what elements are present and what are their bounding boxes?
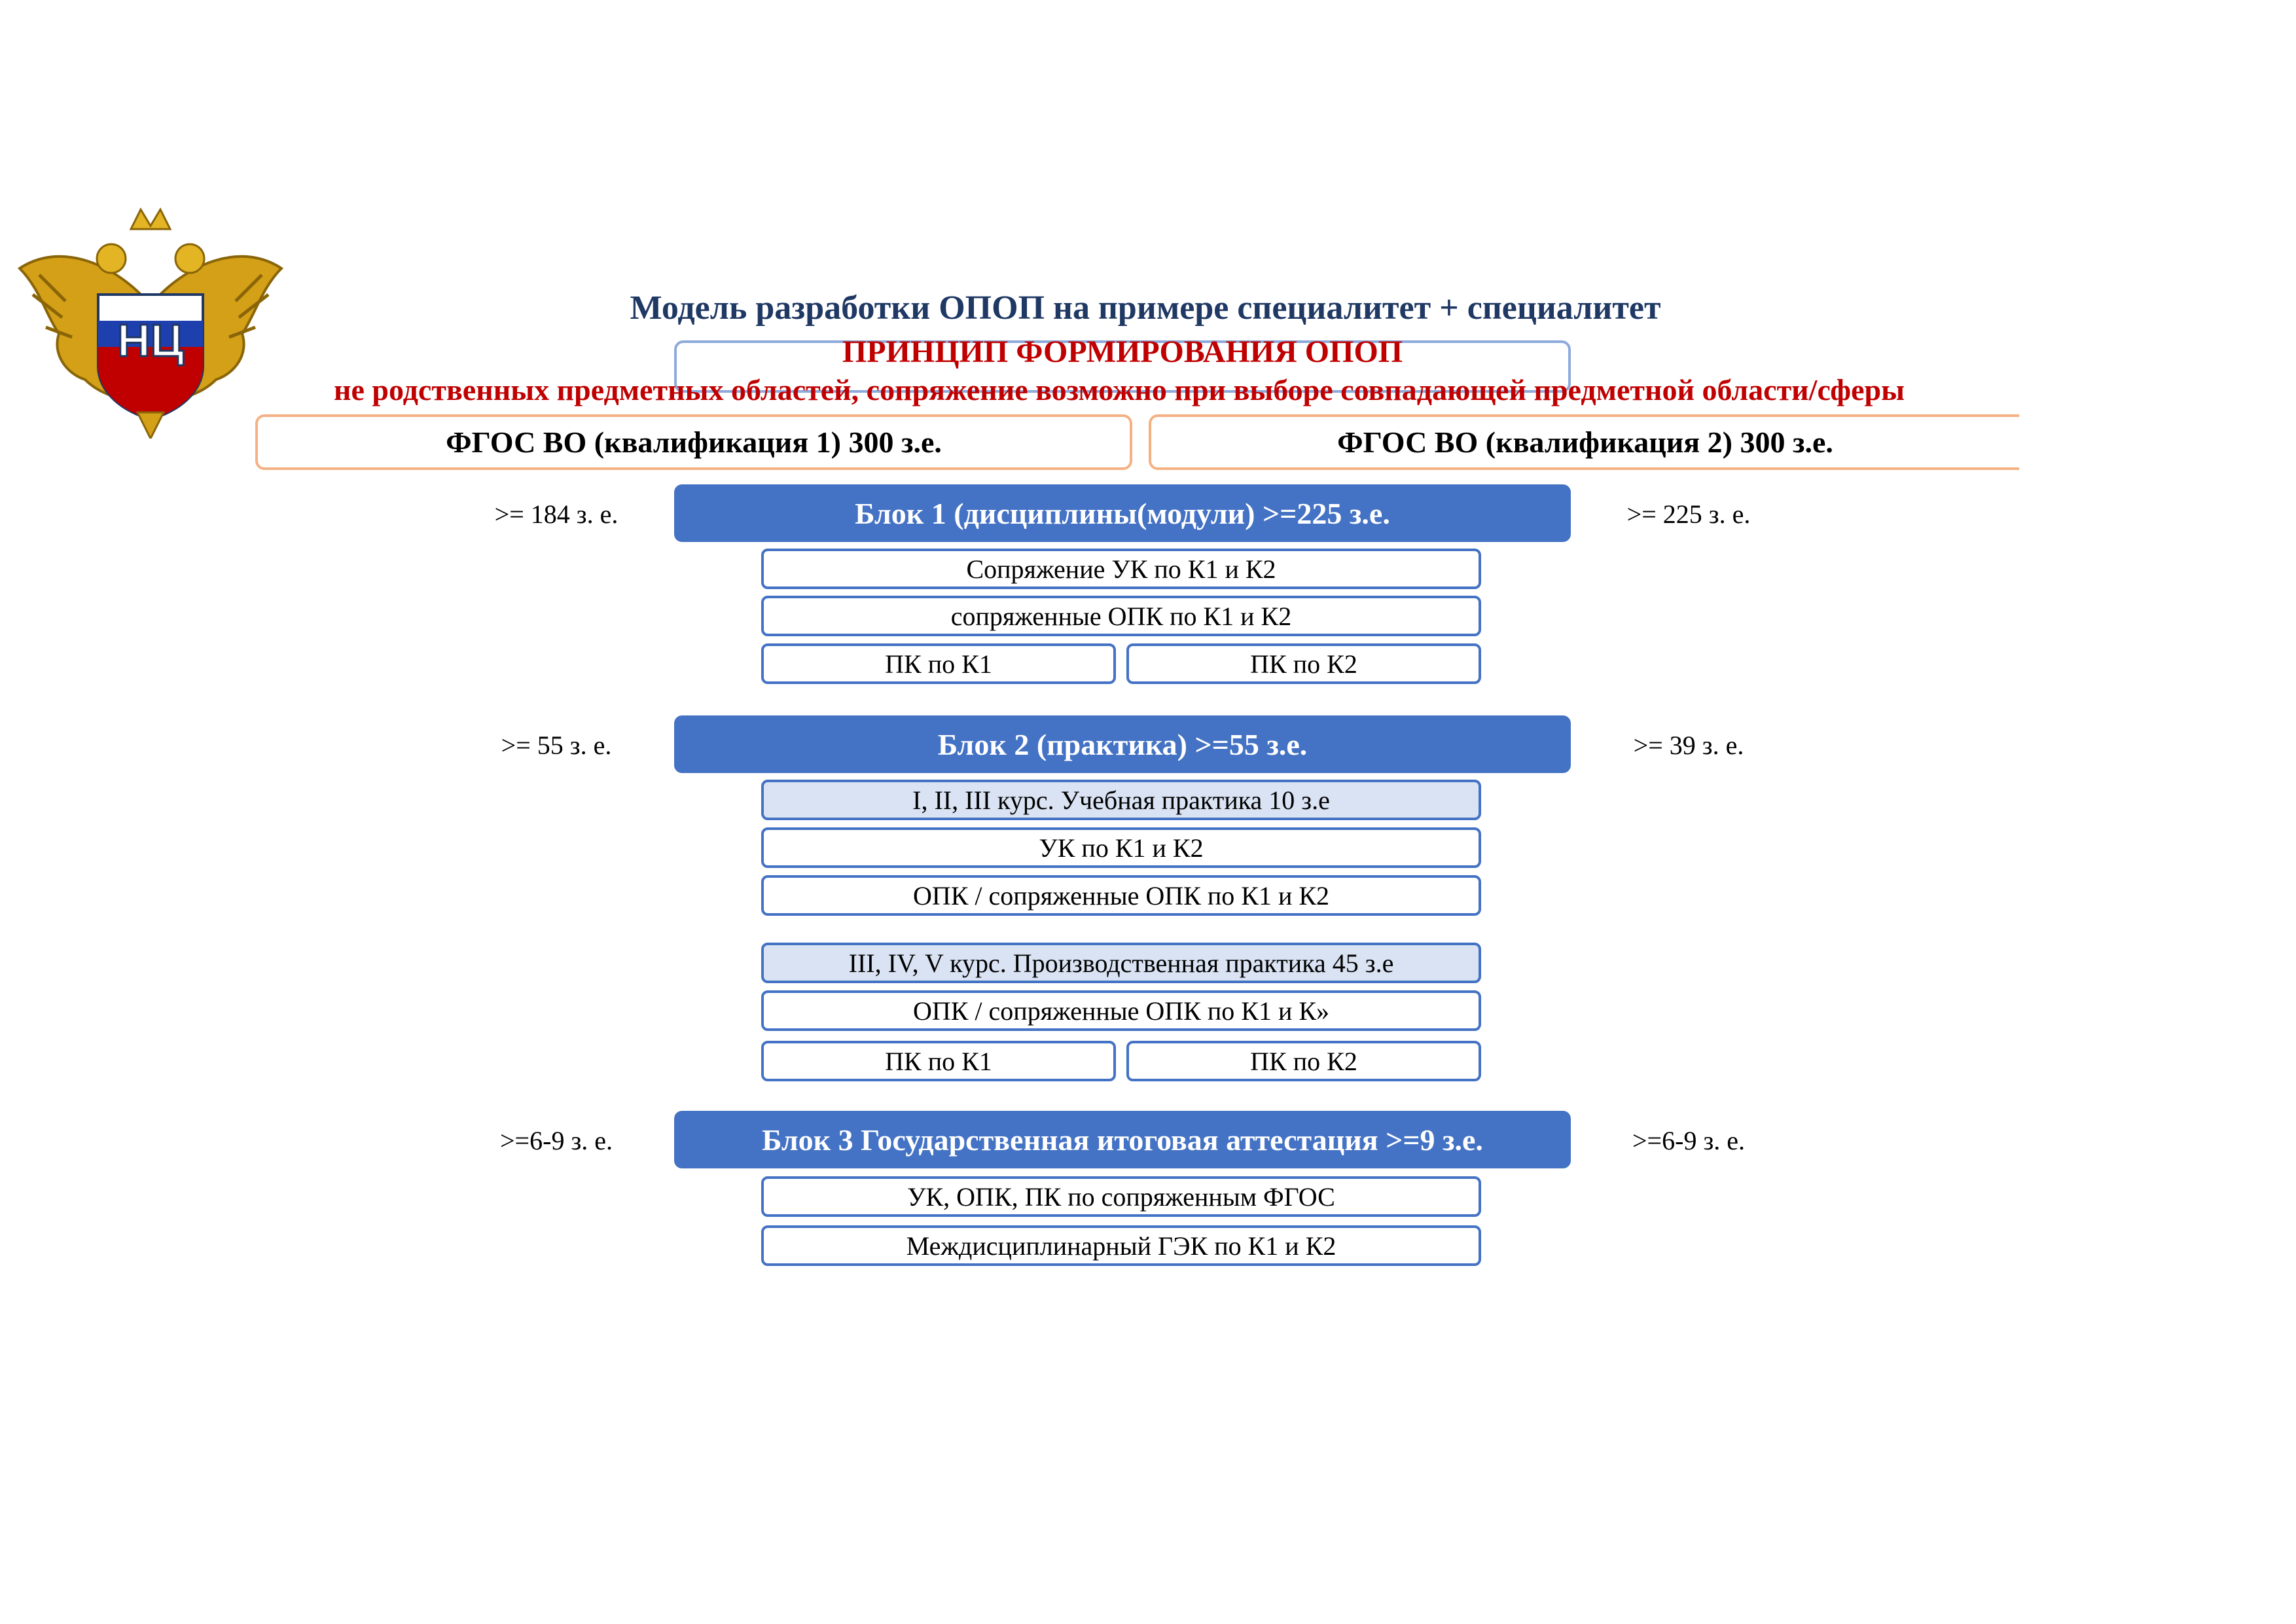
logo-letters: НЦ: [117, 315, 184, 366]
fgos-right-box: ФГОС ВО (квалификация 2) 300 з.е.: [1149, 414, 2019, 470]
block3-item-gek: Междисциплинарный ГЭК по К1 и К2: [761, 1225, 1481, 1266]
fgos-left-box: ФГОС ВО (квалификация 1) 300 з.е.: [255, 414, 1132, 470]
page-subtitle: ПРИНЦИП ФОРМИРОВАНИЯ ОПОП: [842, 334, 1403, 369]
block3-left-credits: >=6-9 з. е.: [500, 1125, 613, 1155]
block1-header: Блок 1 (дисциплины(модули) >=225 з.е.: [674, 484, 1571, 542]
page-description: не родственных предметных областей, сопряжение возможно при выборе совпадающей предметной области/сферы: [333, 372, 1905, 406]
block2-item-uk: УК по К1 и К2: [761, 827, 1481, 868]
block2-header: Блок 2 (практика) >=55 з.е.: [674, 715, 1571, 773]
block3-header: Блок 3 Государственная итоговая аттестация >=9 з.е.: [674, 1111, 1571, 1168]
block2-left-credits: >= 55 з. е.: [501, 730, 612, 760]
block3-item-competencies: УК, ОПК, ПК по сопряженным ФГОС: [761, 1176, 1481, 1217]
block2-pk-k1: ПК по К1: [761, 1041, 1116, 1081]
block2-item-opk-2: ОПК / сопряженные ОПК по К1 и К»: [761, 990, 1481, 1031]
block3-right-credits: >=6-9 з. е.: [1632, 1125, 1745, 1155]
block1-right-credits: >= 225 з. е.: [1626, 499, 1751, 529]
block1-item-uk: Сопряжение УК по К1 и К2: [761, 549, 1481, 589]
block2-pk-k2: ПК по К2: [1126, 1041, 1481, 1081]
block1-left-credits: >= 184 з. е.: [494, 499, 619, 529]
block2-right-credits: >= 39 з. е.: [1633, 730, 1744, 760]
block2-item-opk: ОПК / сопряженные ОПК по К1 и К2: [761, 875, 1481, 916]
block1-pk-k1: ПК по К1: [761, 643, 1116, 684]
block1-item-opk: сопряженные ОПК по К1 и К2: [761, 596, 1481, 636]
block2-item-study-practice: I, II, III курс. Учебная практика 10 з.е: [761, 780, 1481, 820]
page-title: Модель разработки ОПОП на примере специалитет + специалитет: [630, 289, 1661, 327]
block2-item-production-practice: III, IV, V курс. Производственная практика 45 з.е: [761, 943, 1481, 983]
block1-pk-k2: ПК по К2: [1126, 643, 1481, 684]
